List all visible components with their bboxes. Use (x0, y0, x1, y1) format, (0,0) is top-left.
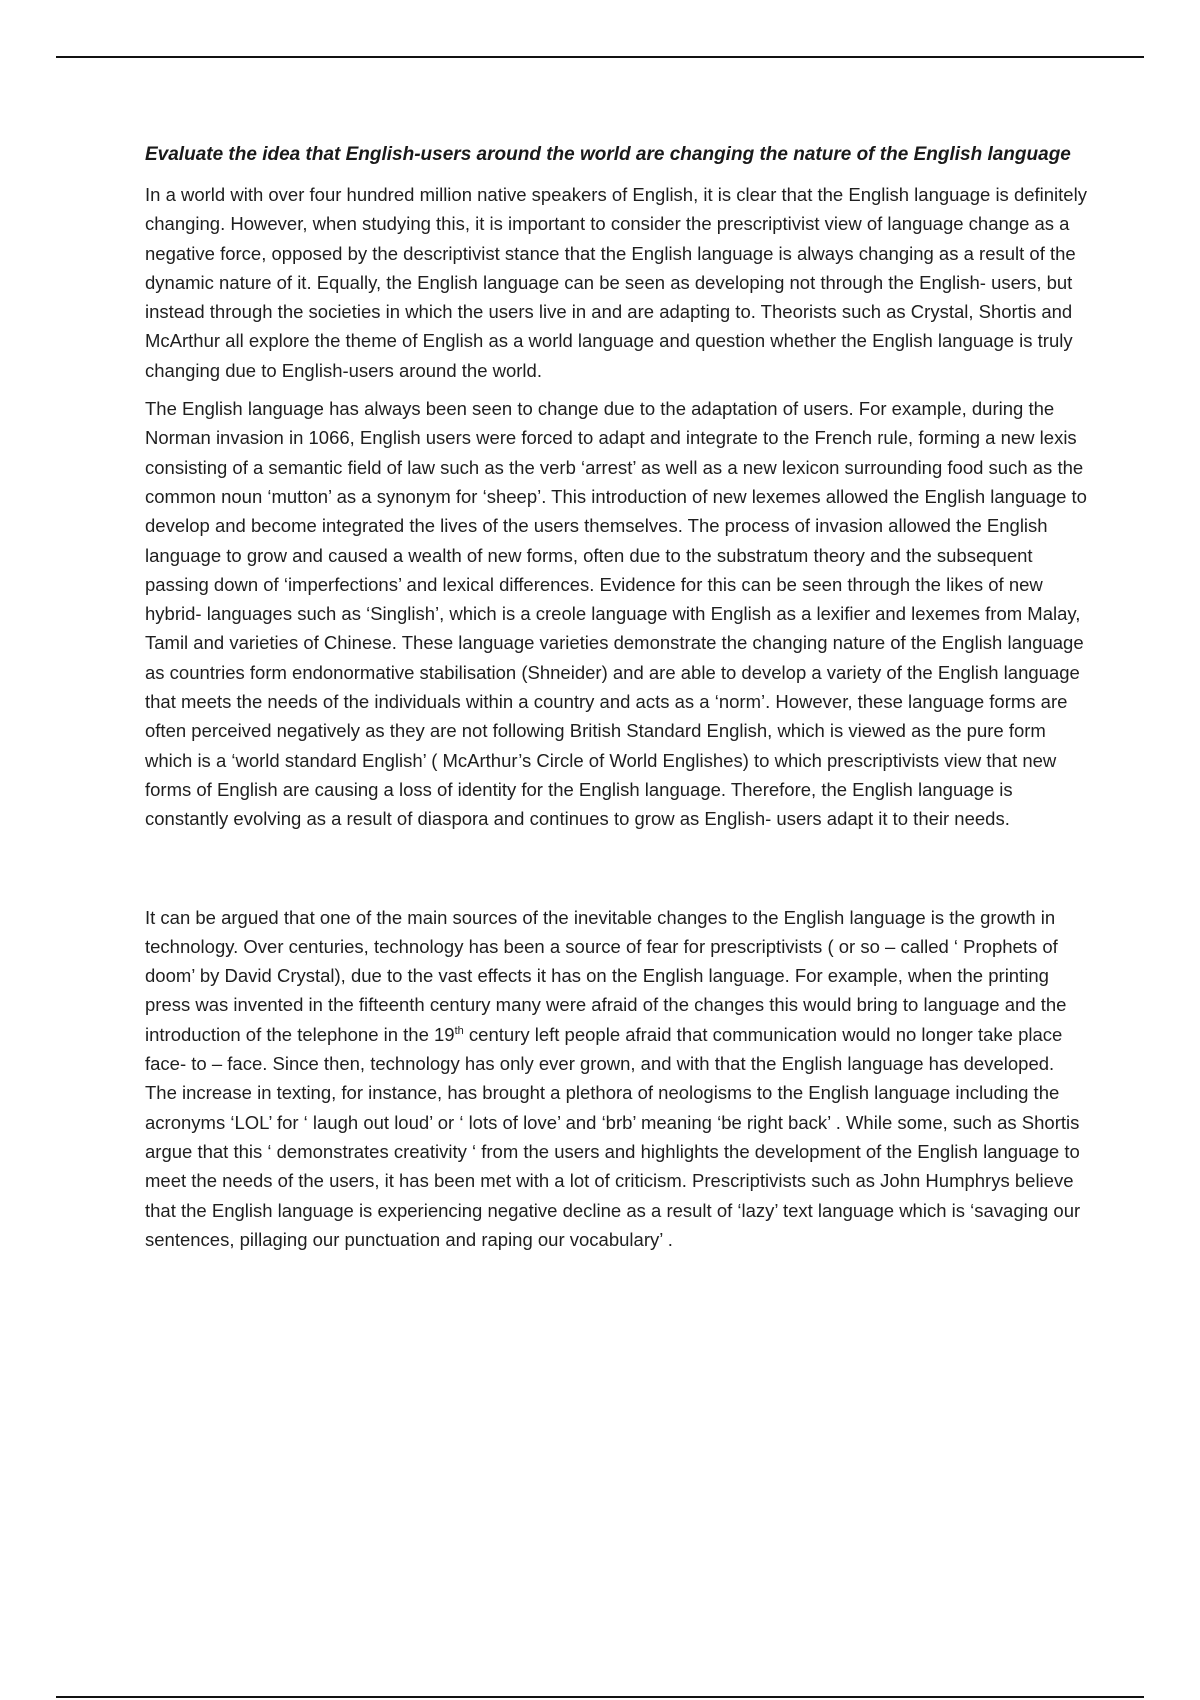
header-rule (56, 56, 1144, 58)
paragraph-3-part-1: It can be argued that one of the main sources of the inevitable changes to the English language is the growth in technology. Over centuries, technology has been a source of fear for prescriptivists ( or so – called ‘ Prophets of doom’ by David Crystal), due to the vast effects it has on the English language. For example, when the printing press was invented in the fifteenth century many were afraid of the changes this would bring to language and the introduction of the telephone in the 19 (145, 906, 1067, 1045)
footer-rule (56, 1696, 1144, 1698)
paragraph-spacer (145, 843, 1090, 903)
document-body (145, 140, 1090, 1263)
paragraph-3-part-2: century left people afraid that communication would no longer take place face- to – face. Since then, technology has only ever grown, and with that the English language has developed. The increase in texting, for instance, has brought a plethora of neologisms to the English language including the acronyms ‘LOL’ for ‘ laugh out loud’ or ‘ lots of love’ and ‘brb’ meaning ‘be right back’ . While some, such as Shortis argue that this ‘ demonstrates creativity ‘ from the users and highlights the development of the English language to meet the needs of the users, it has been met with a lot of criticism. Prescriptivists such as John Humphrys believe that the English language is experiencing negative decline as a result of ‘lazy’ text language which is ‘savaging our sentences, pillaging our punctuation and raping our vocabulary’ . (145, 1023, 1081, 1250)
essay-title: Evaluate the idea that English-users around the world are changing the nature of the English language (145, 144, 1071, 165)
paragraph-3 (145, 903, 1090, 1255)
paragraph-2: The English language has always been seen to change due to the adaptation of users. For example, during the Norman invasion in 1066, English users were forced to adapt and integrate to the French rule, forming a new lexis consisting of a semantic field of law such as the verb ‘arrest’ as well as a new lexicon surrounding food such as the common noun ‘mutton’ as a synonym for ‘sheep’. This introduction of new lexemes allowed the English language to develop and become integrated the lives of the users themselves. The process of invasion allowed the English language to grow and caused a wealth of new forms, often due to the substratum theory and the subsequent passing down of ‘imperfections’ and lexical differences. Evidence for this can be seen through the likes of new hybrid- languages such as ‘Singlish’, which is a creole language with English as a lexifier and lexemes from Malay, Tamil and varieties of Chinese. These language varieties demonstrate the changing nature of the English language as countries form endonormative stabilisation (Shneider) and are able to develop a variety of the English language that meets the needs of the individuals within a country and acts as a ‘norm’. However, these language forms are often perceived negatively as they are not following British Standard English, which is viewed as the pure form which is a ‘world standard English’ ( McArthur’s Circle of World Englishes) to which prescriptivists view that new forms of English are causing a loss of identity for the English language. Therefore, the English language is constantly evolving as a result of diaspora and continues to grow as English- users adapt it to their needs. (145, 398, 1087, 830)
ordinal-superscript: th (454, 1024, 464, 1037)
paragraph-1: In a world with over four hundred million native speakers of English, it is clear that the English language is definitely changing. However, when studying this, it is important to consider the prescriptivist view of language change as a negative force, opposed by the descriptivist stance that the English language is always changing as a result of the dynamic nature of it. Equally, the English language can be seen as developing not through the English- users, but instead through the societies in which the users live in and are adapting to. Theorists such as Crystal, Shortis and McArthur all explore the theme of English as a world language and question whether the English language is truly changing due to English-users around the world. (145, 184, 1087, 381)
